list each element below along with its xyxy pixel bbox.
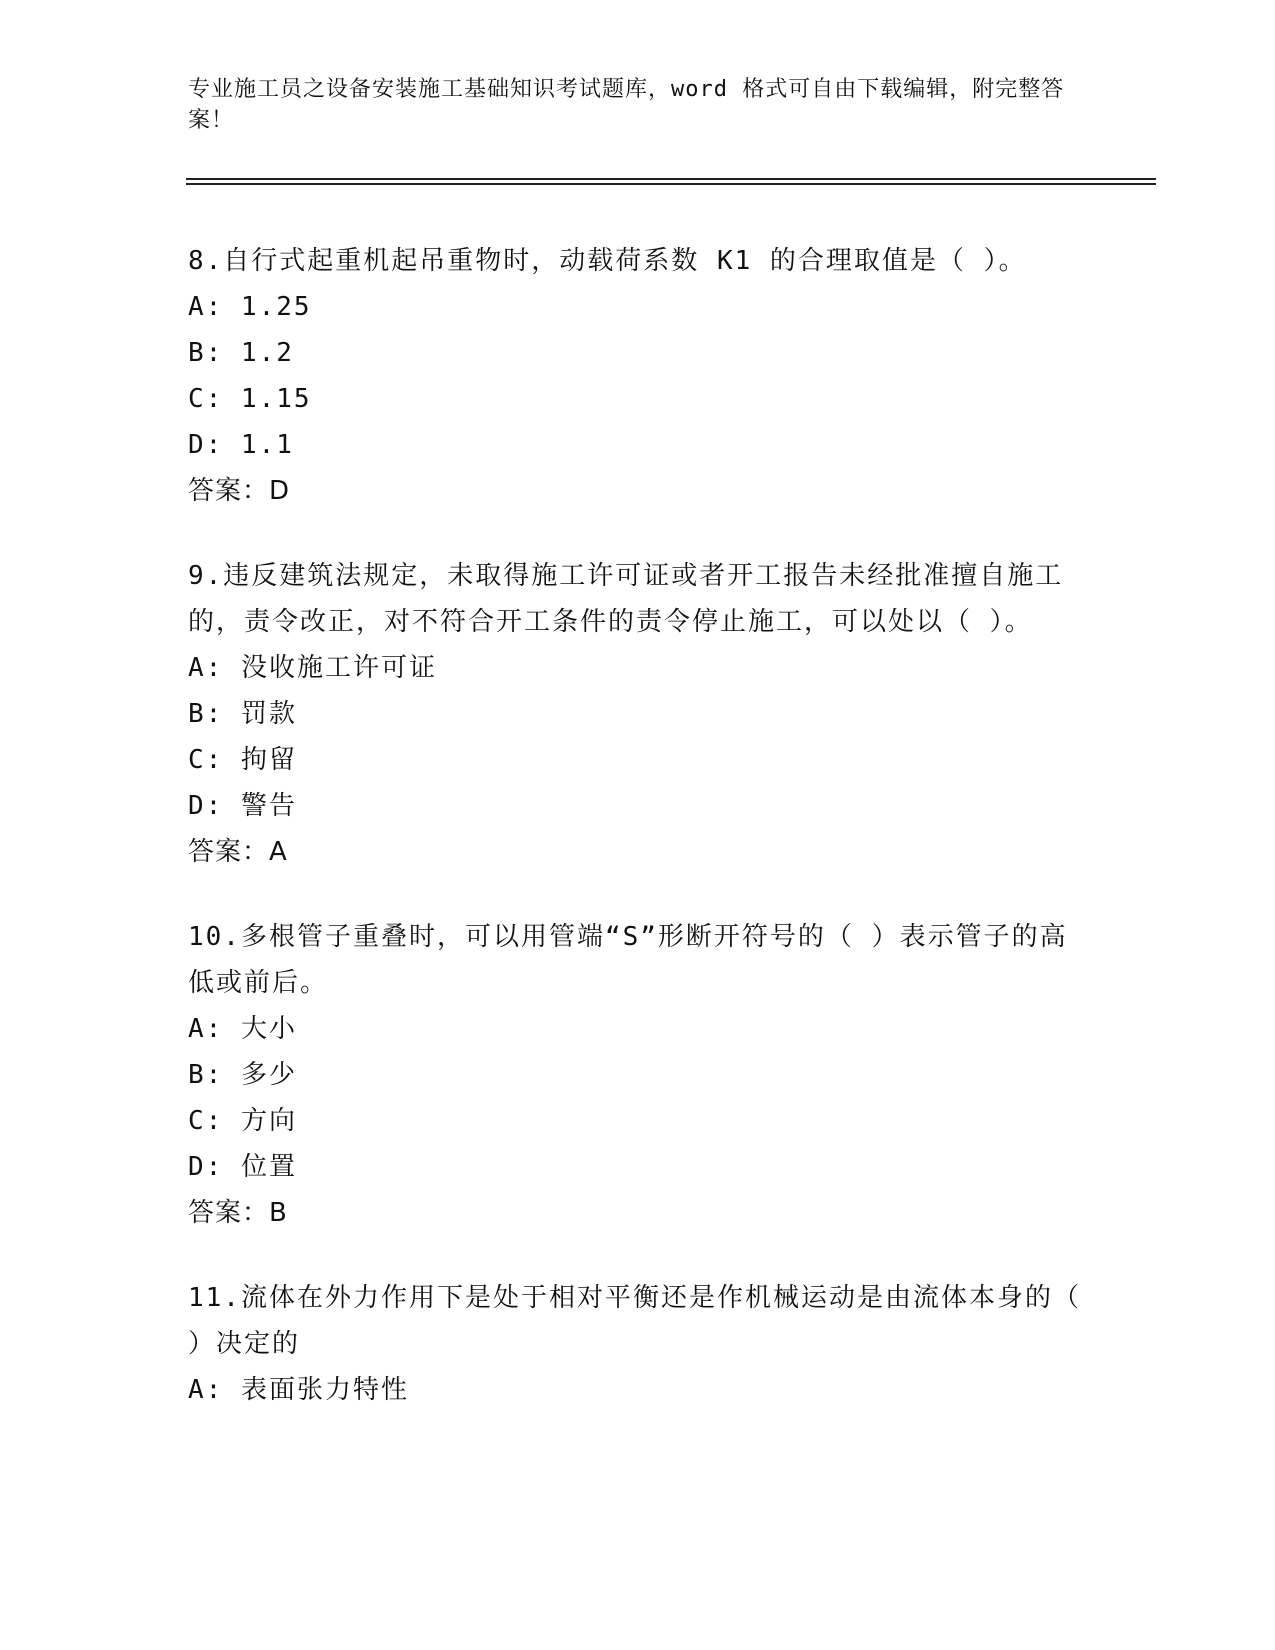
option-c: C: 拘留: [188, 745, 297, 775]
answer-line: 答案：A: [188, 837, 288, 867]
option-b: B: 多少: [188, 1060, 297, 1090]
option-c: C: 方向: [188, 1106, 297, 1136]
option-a: A: 大小: [188, 1014, 297, 1044]
question-stem: 9.违反建筑法规定，未取得施工许可证或者开工报告未经批准擅自施工的，责令改正，对不符合开工条件的责令停止施工，可以处以（ ）。: [188, 561, 1064, 637]
document-header: 专业施工员之设备安装施工基础知识考试题库，word 格式可自由下载编辑，附完整答案！: [188, 77, 1065, 133]
question-9: [188, 553, 1088, 875]
header-divider-bottom: [186, 183, 1156, 185]
question-8: [188, 238, 1088, 514]
option-d: D: 警告: [188, 791, 297, 821]
answer-line: 答案：B: [188, 1198, 288, 1228]
question-10: [188, 914, 1088, 1236]
option-d: D: 位置: [188, 1152, 297, 1182]
option-a: A: 1.25: [188, 292, 312, 322]
answer-line: 答案：D: [188, 476, 291, 506]
question-list: [188, 238, 1099, 1452]
question-stem: 11.流体在外力作用下是处于相对平衡还是作机械运动是由流体本身的（ ）决定的: [188, 1283, 1099, 1359]
option-d: D: 1.1: [188, 430, 294, 460]
option-b: B: 1.2: [188, 338, 294, 368]
option-c: C: 1.15: [188, 384, 312, 414]
question-stem: 8.自行式起重机起吊重物时，动载荷系数 K1 的合理取值是（ ）。: [188, 246, 1027, 276]
option-b: B: 罚款: [188, 699, 297, 729]
question-11: [188, 1275, 1099, 1413]
option-a: A: 表面张力特性: [188, 1375, 409, 1405]
question-stem: 10.多根管子重叠时，可以用管端“S”形断开符号的（ ）表示管子的高低或前后。: [188, 922, 1068, 998]
option-a: A: 没收施工许可证: [188, 653, 437, 683]
header-divider-top: [186, 178, 1156, 180]
